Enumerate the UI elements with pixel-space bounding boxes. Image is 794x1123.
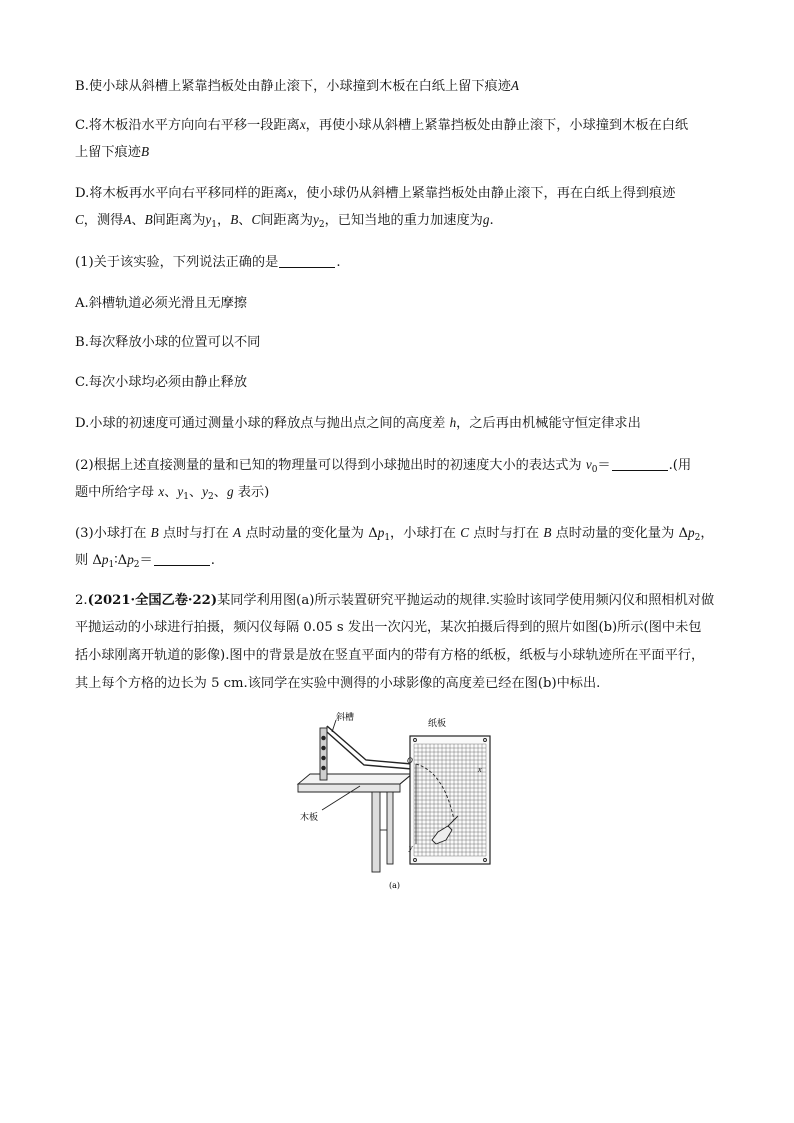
question-2-line2: 题中所给字母 x、$y_1$、$y_2$、g 表示) [75,484,270,502]
label-paperboard: 纸板 [428,719,447,729]
label-wood-board: 木板 [300,813,319,823]
table-top [298,774,412,784]
figure-caption: (a) [389,881,401,890]
question-1-stem: (1)关于该实验，下列说法正确的是 . [75,255,341,270]
answer-blank-2 [612,458,668,471]
q1-option-a: A.斜槽轨道必须光滑且无摩擦 [75,296,247,311]
step-c-line1: C.将木板沿水平方向向右平移一段距离x，再使小球从斜槽上紧靠挡板处由静止滚下，小球撞到木板在白纸 [75,117,689,133]
q1-option-d: D.小球的初速度可通过测量小球的释放点与抛出点之间的高度差 h，之后再由机械能守恒定律求出 [75,415,641,431]
answer-blank-3 [154,553,210,566]
step-d-line1: D.将木板再水平向右平移同样的距离x，使小球仍从斜槽上紧靠挡板处由静止滚下，再在白纸上得到痕迹 [75,185,676,201]
step-d-line2: C，测得A、B间距离为$y_1$，B、C间距离为$y_2$，已知当地的重力加速度为g. [75,212,494,230]
problem-2-line4: 其上每个方格的边长为 5 cm.该同学在实验中测得的小球影像的高度差已经在图(b)中标出. [75,676,601,691]
label-y-axis: y [409,843,413,852]
chute-track [327,726,412,764]
q1-option-c: C.每次小球均必须由静止释放 [75,375,248,390]
step-c-line2: 上留下痕迹B [75,144,149,160]
apparatus-figure-a [294,712,500,894]
problem-2-line1: 2.(2021·全国乙卷·22)某同学利用图(a)所示装置研究平抛运动的规律.实验时该同学使用频闪仪和照相机对做 [75,593,715,608]
table-leg-front-right [387,792,393,864]
answer-blank-1 [279,255,335,268]
step-b: B.使小球从斜槽上紧靠挡板处由静止滚下，小球撞到木板在白纸上留下痕迹A [75,78,519,94]
label-origin: O [407,756,413,765]
problem-2-line2: 平抛运动的小球进行拍摄，频闪仪每隔 0.05 s 发出一次闪光，某次拍摄后得到的照片如图(b)所示(图中未包 [75,620,702,635]
label-x-axis: x [478,765,482,774]
problem-2-line3: 括小球刚离开轨道的影像).图中的背景是放在竖直平面内的带有方格的纸板，纸板与小球轨迹所在平面平行， [75,648,705,663]
question-3-line2: 则 $\Delta p_1∶\Delta p_2=$ . [75,552,215,570]
table-leg-front-left [372,792,380,872]
label-chute: 斜槽 [336,713,355,723]
q1-option-b: B.每次释放小球的位置可以不同 [75,335,261,350]
question-2-line1: (2)根据上述直接测量的量和已知的物理量可以得到小球抛出时的初速度大小的表达式为 $v_0=$ .(用 [75,457,692,475]
question-3-line1: (3)小球打在 B 点时与打在 A 点时动量的变化量为 $\Delta p_1$，小球打在 C 点时与打在 B 点时动量的变化量为 $\Delta p_2$， [75,525,714,543]
